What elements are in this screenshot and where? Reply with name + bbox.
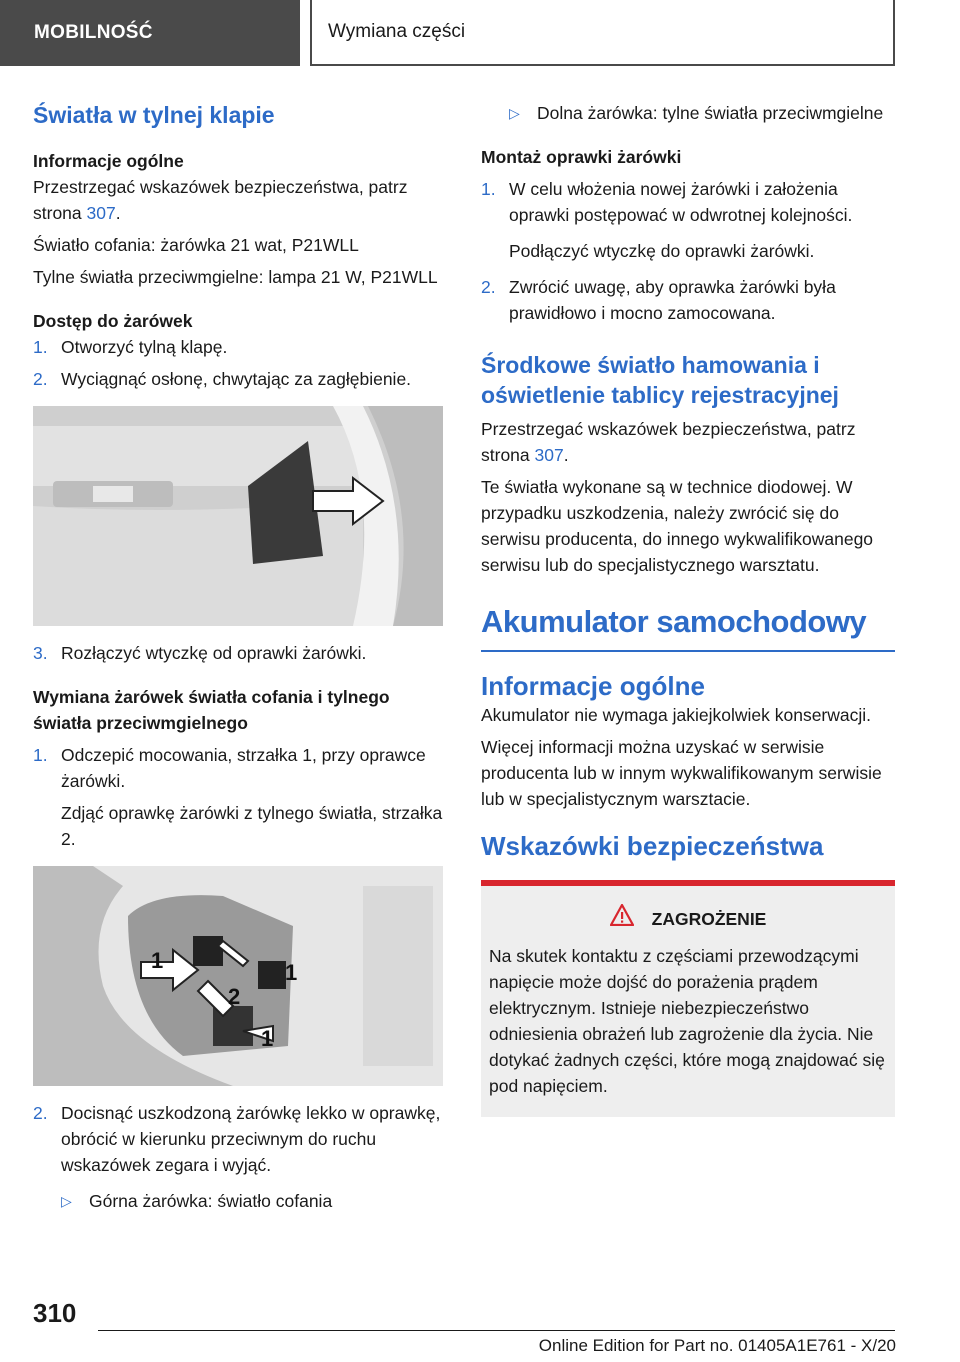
step-text: Odczepić mocowania, strzałka 1, przy oprawce żarówki. [61, 745, 426, 791]
battery-service-info: Więcej informacji można uzyskać w serwisie producenta lub w innym wykwalifikowanym serwisie lub w specjalistycznym warsztacie. [481, 737, 882, 809]
step-number: 1. [481, 179, 496, 199]
section-title-tailgate-lights: Światła w tylnej klapie [33, 102, 275, 128]
list-item [33, 742, 443, 794]
footer-divider [98, 1330, 895, 1331]
mounting-heading: Montaż oprawki żarówki [481, 147, 682, 167]
safety-reference: Przestrzegać wskazówek bezpieczeństwa, patrz strona 307. [33, 177, 408, 223]
warning-box [481, 886, 895, 1117]
list-item [481, 274, 895, 326]
general-info-heading: Informacje ogólne [33, 151, 184, 171]
bulb-access-heading: Dostęp do żarówek [33, 311, 193, 331]
arrow-label: 1 [285, 960, 298, 985]
list-item [33, 334, 443, 360]
step-text: Wyciągnąć osłonę, chwytając za zagłębienie. [61, 369, 412, 389]
page-number: 310 [33, 1298, 77, 1328]
list-item [33, 366, 443, 392]
list-item [33, 640, 443, 666]
left-column [33, 100, 443, 1214]
list-item [481, 176, 895, 228]
step-text: Rozłączyć wtyczkę od oprawki żarówki. [61, 643, 367, 663]
led-info: Te światła wykonane są w technice diodowej. W przypadku uszkodzenia, należy zwrócić się do serwisu producenta, do innego wykwalifikowanego serwisu lub do specjalistycznego warsztatu. [481, 477, 874, 575]
warning-triangle-icon [610, 904, 634, 933]
safety-title: Wskazówki bezpieczeństwa [481, 831, 824, 861]
step-number: 3. [33, 643, 48, 663]
sub-item-text: Górna żarówka: światło cofania [89, 1191, 333, 1211]
triangle-bullet-icon: ▷ [509, 105, 520, 121]
safety-reference: Przestrzegać wskazówek bezpieczeństwa, patrz strona 307. [481, 419, 856, 465]
step-note: Podłączyć wtyczkę do oprawki żarówki. [509, 241, 815, 261]
chapter-title-battery: Akumulator samochodowy [481, 602, 895, 652]
step-text: Zwrócić uwagę, aby oprawka żarówki była prawidłowo i mocno zamocowana. [509, 277, 836, 323]
triangle-bullet-icon: ▷ [61, 1193, 72, 1209]
warning-header [489, 904, 887, 933]
battery-maintenance-info: Akumulator nie wymaga jakiejkolwiek konserwacji. [481, 705, 872, 725]
arrow-label: 1 [261, 1026, 274, 1051]
safety-text: Przestrzegać wskazówek bezpieczeństwa, patrz strona [481, 419, 856, 465]
step-text: W celu włożenia nowej żarówki i założenia oprawki postępować w odwrotnej kolejności. [509, 179, 853, 225]
page-link[interactable]: 307 [534, 445, 564, 465]
step-text: Otworzyć tylną klapę. [61, 337, 228, 357]
step-number: 1. [33, 337, 48, 357]
step-number: 1. [33, 745, 48, 765]
tailgate-cover-photo [33, 406, 443, 626]
warning-title: ZAGROŻENIE [651, 908, 767, 929]
safety-text: Przestrzegać wskazówek bezpieczeństwa, patrz strona [33, 177, 408, 223]
right-column [481, 100, 895, 1117]
general-info-title: Informacje ogólne [481, 671, 705, 701]
arrow-label: 1 [151, 948, 164, 973]
header-section: MOBILNOŚĆ [0, 0, 300, 66]
section-title-brake-light: Środkowe światło hamowania i oświetlenie tablicy rejestracyjnej [481, 352, 839, 408]
step-note: Zdjąć oprawkę żarówki z tylnego światła, strzałka 2. [61, 803, 443, 849]
step-number: 2. [33, 369, 48, 389]
header-chapter: Wymiana części [310, 0, 895, 66]
edition-info: Online Edition for Part no. 01405A1E761 - X/20 [538, 1336, 896, 1355]
list-item [481, 100, 895, 126]
step-number: 2. [481, 277, 496, 297]
step-text: Docisnąć uszkodzoną żarówkę lekko w oprawkę, obrócić w kierunku przeciwnym do ruchu wskazówek zegara i wyjąć. [61, 1103, 441, 1175]
reversing-bulb-info: Światło cofania: żarówka 21 wat, P21WLL [33, 235, 359, 255]
arrow-label: 2 [228, 984, 241, 1009]
bulb-holder-photo [33, 866, 443, 1086]
page-link[interactable]: 307 [86, 203, 116, 223]
fog-light-info: Tylne światła przeciwmgielne: lampa 21 W, P21WLL [33, 267, 438, 287]
warning-text: Na skutek kontaktu z częściami przewodzącymi napięcie może dojść do porażenia prądem elektrycznym. Istnieje niebezpieczeństwo odniesienia obrażeń lub zagrożenie dla życia. Nie dotykać żadnych części, które mogą znajdować się pod napięciem. [489, 946, 885, 1096]
list-item [33, 1100, 443, 1178]
step-number: 2. [33, 1103, 48, 1123]
replacement-heading: Wymiana żarówek światła cofania i tylnego światła przeciwmgielnego [33, 687, 390, 733]
sub-item-text: Dolna żarówka: tylne światła przeciwmgielne [537, 103, 884, 123]
list-item [33, 1188, 443, 1214]
